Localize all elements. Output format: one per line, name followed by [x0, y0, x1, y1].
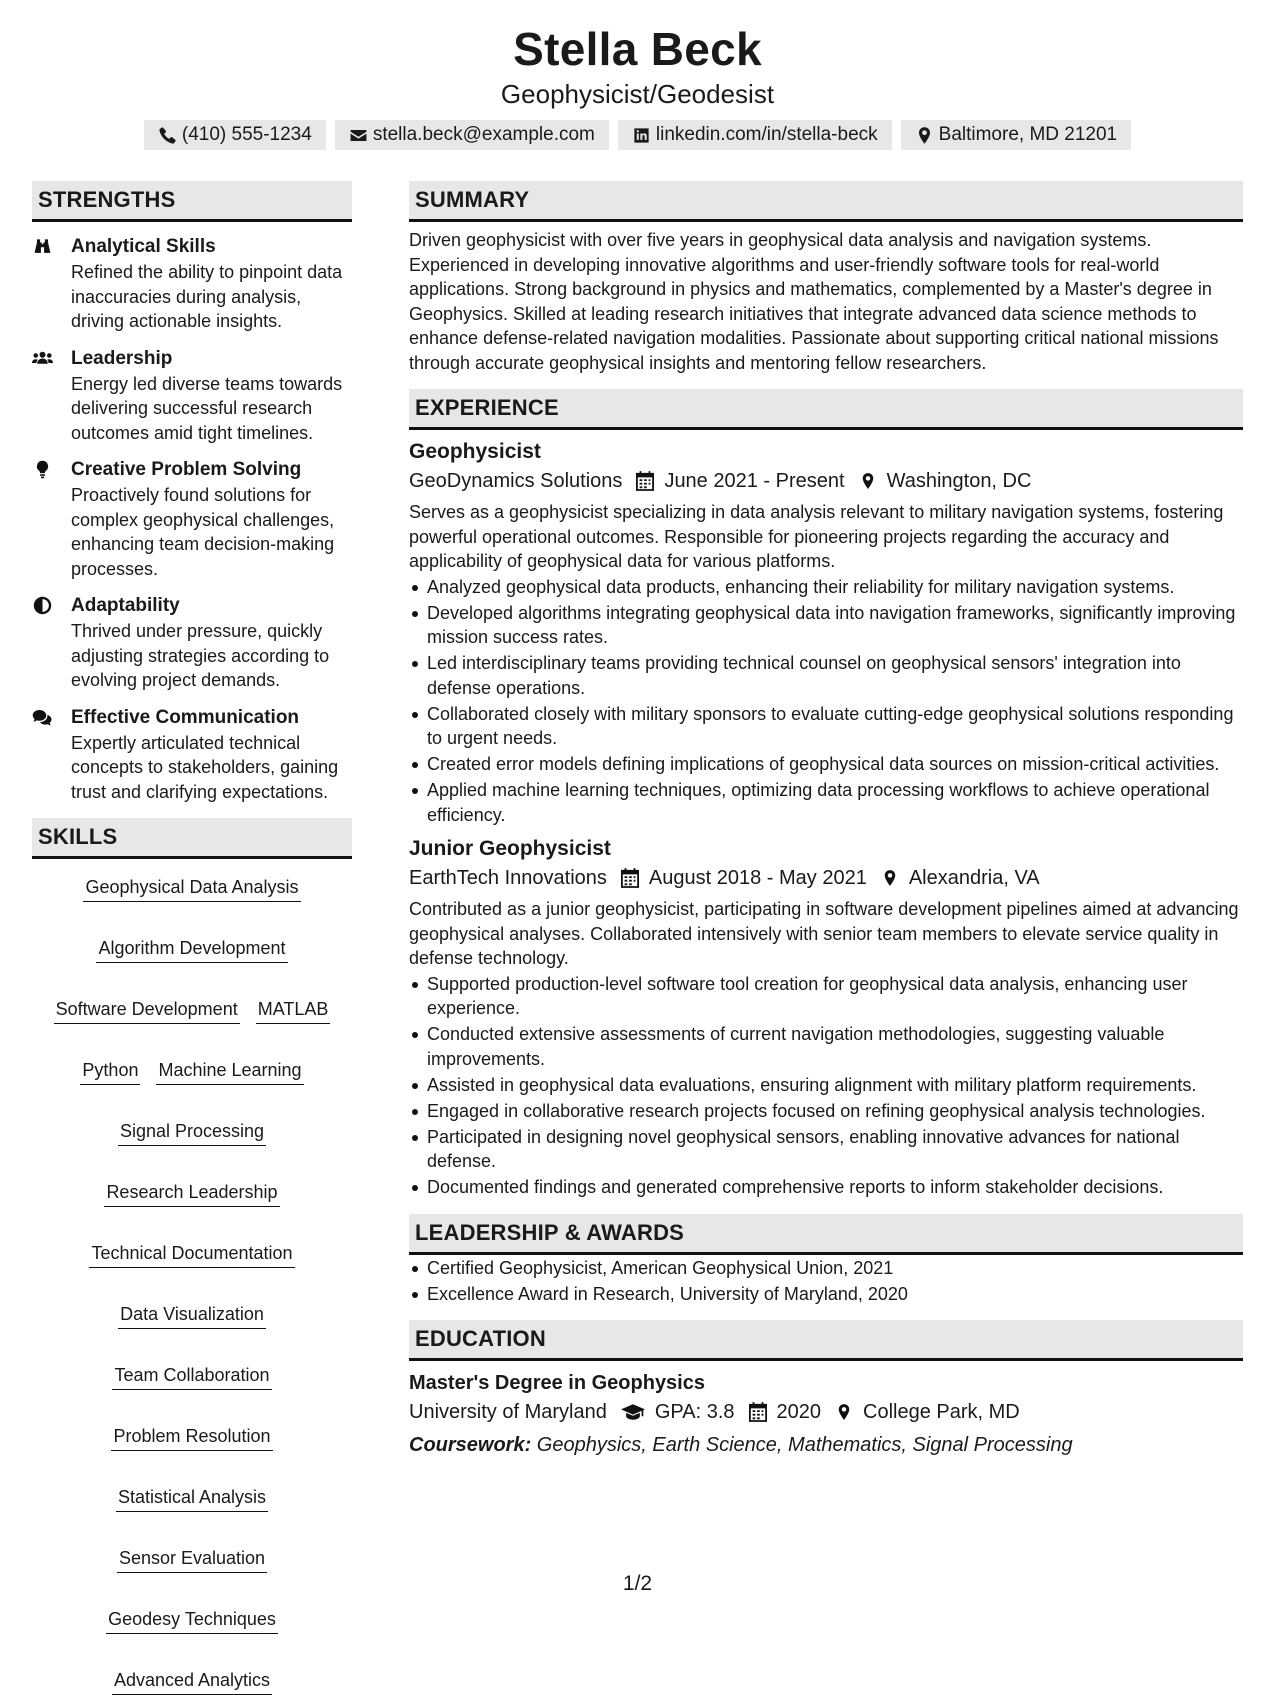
list-item: Supported production-level software tool creation for geophysical data analysis, enhancing user experience. — [409, 972, 1243, 1021]
skill-tag: Statistical Analysis — [116, 1485, 268, 1512]
education-meta — [409, 1397, 1243, 1427]
contact-location[interactable] — [901, 120, 1131, 150]
lightbulb-icon — [32, 460, 53, 479]
strength-title: Effective Communication — [71, 706, 300, 728]
list-item: Analyzed geophysical data products, enhancing their reliability for military navigation systems. — [409, 575, 1243, 600]
skill-tag: Python — [80, 1058, 140, 1085]
list-item: Conducted extensive assessments of current navigation methodologies, suggesting valuable improvements. — [409, 1022, 1243, 1071]
job-title: Geophysicist — [409, 440, 541, 463]
left-column — [32, 181, 352, 1695]
skill-tag: Technical Documentation — [89, 1241, 294, 1268]
skill-tag: Geophysical Data Analysis — [83, 875, 300, 902]
linkedin-text: linkedin.com/in/stella-beck — [655, 124, 878, 145]
job-location: Alexandria, VA — [908, 867, 1040, 889]
strength-item — [32, 234, 352, 334]
skill-tag: Signal Processing — [118, 1119, 266, 1146]
education-school: University of Maryland — [409, 1401, 607, 1423]
job-dates: August 2018 - May 2021 — [648, 867, 867, 889]
education-coursework — [409, 1431, 1243, 1459]
list-item: Assisted in geophysical data evaluations, ensuring alignment with military platform requirements. — [409, 1073, 1243, 1098]
job-title: Junior Geophysicist — [409, 837, 611, 860]
summary-text: Driven geophysicist with over five years in geophysical data analysis and navigation systems. Experienced in developing innovative algorithms and user-friendly software tools for real-world applications. Strong background in physics and mathematics, complemented by a Master's degree in Geophysics. Skilled at leading research initiatives that integrate advanced data science methods to enhance defense-related navigation modalities. Passionate about supporting critical national missions through accurate geophysical insights and mentoring fellow researchers. — [409, 230, 1219, 373]
phone-text: (410) 555-1234 — [181, 124, 312, 145]
strength-item — [32, 457, 352, 581]
strength-title: Analytical Skills — [71, 236, 216, 257]
skill-tag: Advanced Analytics — [112, 1668, 272, 1695]
education-year: 2020 — [776, 1401, 822, 1423]
education-location: College Park, MD — [863, 1401, 1020, 1423]
skill-tag: Machine Learning — [156, 1058, 303, 1085]
map-pin-icon — [915, 126, 934, 145]
candidate-name: Stella Beck — [513, 23, 762, 75]
calendar-icon — [749, 1402, 767, 1422]
right-column — [409, 181, 1243, 1459]
strength-title: Adaptability — [71, 595, 180, 616]
phone-icon — [158, 126, 177, 145]
strength-desc: Energy led diverse teams towards delivering successful research outcomes amid tight timelines. — [71, 373, 343, 443]
strength-item — [32, 705, 352, 805]
strength-desc: Expertly articulated technical concepts to stakeholders, gaining trust and clarifying expectations. — [71, 732, 339, 802]
coursework-label: Coursework: — [409, 1434, 532, 1456]
job-entry — [409, 835, 1243, 1200]
strength-title: Creative Problem Solving — [71, 459, 302, 480]
skill-tag: Problem Resolution — [111, 1424, 272, 1451]
list-item: Collaborated closely with military sponsors to evaluate cutting-edge geophysical solutions responding to urgent needs. — [409, 702, 1243, 751]
skill-tag: Software Development — [54, 997, 240, 1024]
contact-phone[interactable] — [144, 120, 326, 150]
users-icon — [32, 349, 53, 368]
map-pin-icon — [835, 1402, 853, 1422]
job-bullets — [409, 972, 1243, 1200]
strengths-heading: STRENGTHS — [32, 181, 352, 222]
map-pin-icon — [859, 471, 877, 491]
contact-linkedin[interactable] — [618, 120, 892, 150]
skills-heading: SKILLS — [32, 818, 352, 859]
skill-tag: Geodesy Techniques — [106, 1607, 278, 1634]
coursework-list: Geophysics, Earth Science, Mathematics, Signal Processing — [531, 1434, 1073, 1456]
education-heading: EDUCATION — [409, 1320, 1243, 1361]
map-pin-icon — [881, 868, 899, 888]
graduation-cap-icon — [621, 1402, 645, 1422]
strength-desc: Proactively found solutions for complex geophysical challenges, enhancing team decision-making processes. — [71, 485, 335, 579]
summary-heading: SUMMARY — [409, 181, 1243, 222]
list-item: Participated in designing novel geophysical sensors, enabling innovative advances for national defense. — [409, 1125, 1243, 1174]
email-text: stella.beck@example.com — [372, 124, 595, 145]
contact-email[interactable] — [335, 120, 609, 150]
skill-tag: Research Leadership — [104, 1180, 279, 1207]
calendar-icon — [621, 868, 639, 888]
strength-item — [32, 346, 352, 446]
binoculars-icon — [32, 237, 53, 256]
job-meta — [409, 466, 1243, 496]
candidate-title: Geophysicist/Geodesist — [500, 79, 775, 109]
job-description: Contributed as a junior geophysicist, participating in software development pipelines aimed at advancing geophysical analyses. Collaborated intensively with senior team members to elevate service quality in defense technology. — [409, 899, 1239, 968]
linkedin-icon — [632, 126, 651, 145]
list-item: Certified Geophysicist, American Geophysical Union, 2021 — [409, 1256, 1243, 1281]
job-entry — [409, 438, 1243, 827]
skill-tag: Algorithm Development — [96, 936, 287, 963]
list-item: Developed algorithms integrating geophysical data into navigation frameworks, significantly improving mission success rates. — [409, 601, 1243, 650]
list-item: Excellence Award in Research, University of Maryland, 2020 — [409, 1282, 1243, 1307]
education-degree: Master's Degree in Geophysics — [409, 1372, 705, 1394]
job-description: Serves as a geophysicist specializing in data analysis relevant to military navigation systems, fostering powerful operational outcomes. Responsible for pioneering projects regarding the accuracy and applicability of geophysical data for various platforms. — [409, 502, 1224, 571]
location-text: Baltimore, MD 21201 — [938, 124, 1118, 145]
awards-heading: LEADERSHIP & AWARDS — [409, 1214, 1243, 1255]
job-dates: June 2021 - Present — [664, 470, 845, 492]
skill-tag: Data Visualization — [118, 1302, 266, 1329]
list-item: Engaged in collaborative research projects focused on refining geophysical analysis technologies. — [409, 1099, 1243, 1124]
skill-tag: Sensor Evaluation — [117, 1546, 267, 1573]
page-number: 1/2 — [622, 1572, 653, 1595]
job-location: Washington, DC — [886, 470, 1032, 492]
job-company: EarthTech Innovations — [409, 867, 607, 889]
calendar-icon — [636, 471, 654, 491]
half-circle-icon — [32, 596, 53, 615]
job-company: GeoDynamics Solutions — [409, 470, 623, 492]
awards-list — [409, 1256, 1243, 1307]
strength-title: Leadership — [71, 347, 173, 369]
strength-desc: Thrived under pressure, quickly adjusting strategies according to evolving project demands. — [71, 621, 330, 690]
contact-bar — [0, 120, 1275, 150]
job-bullets — [409, 575, 1243, 828]
list-item: Led interdisciplinary teams providing technical counsel on geophysical sensors' integration into defense operations. — [409, 651, 1243, 700]
job-meta — [409, 863, 1243, 893]
strength-desc: Refined the ability to pinpoint data inaccuracies during analysis, driving actionable insights. — [71, 262, 343, 331]
list-item: Documented findings and generated comprehensive reports to inform stakeholder decisions. — [409, 1175, 1243, 1200]
envelope-icon — [349, 126, 368, 145]
skill-tag: MATLAB — [256, 997, 331, 1024]
experience-heading: EXPERIENCE — [409, 389, 1243, 430]
list-item: Created error models defining implications of geophysical data sources on mission-critical activities. — [409, 752, 1243, 777]
skill-tag: Team Collaboration — [112, 1363, 271, 1390]
list-item: Applied machine learning techniques, optimizing data processing workflows to achieve operational efficiency. — [409, 778, 1243, 827]
chat-bubbles-icon — [32, 708, 53, 727]
resume-header — [0, 22, 1275, 150]
education-gpa: GPA: 3.8 — [654, 1401, 735, 1423]
strength-item — [32, 593, 352, 693]
